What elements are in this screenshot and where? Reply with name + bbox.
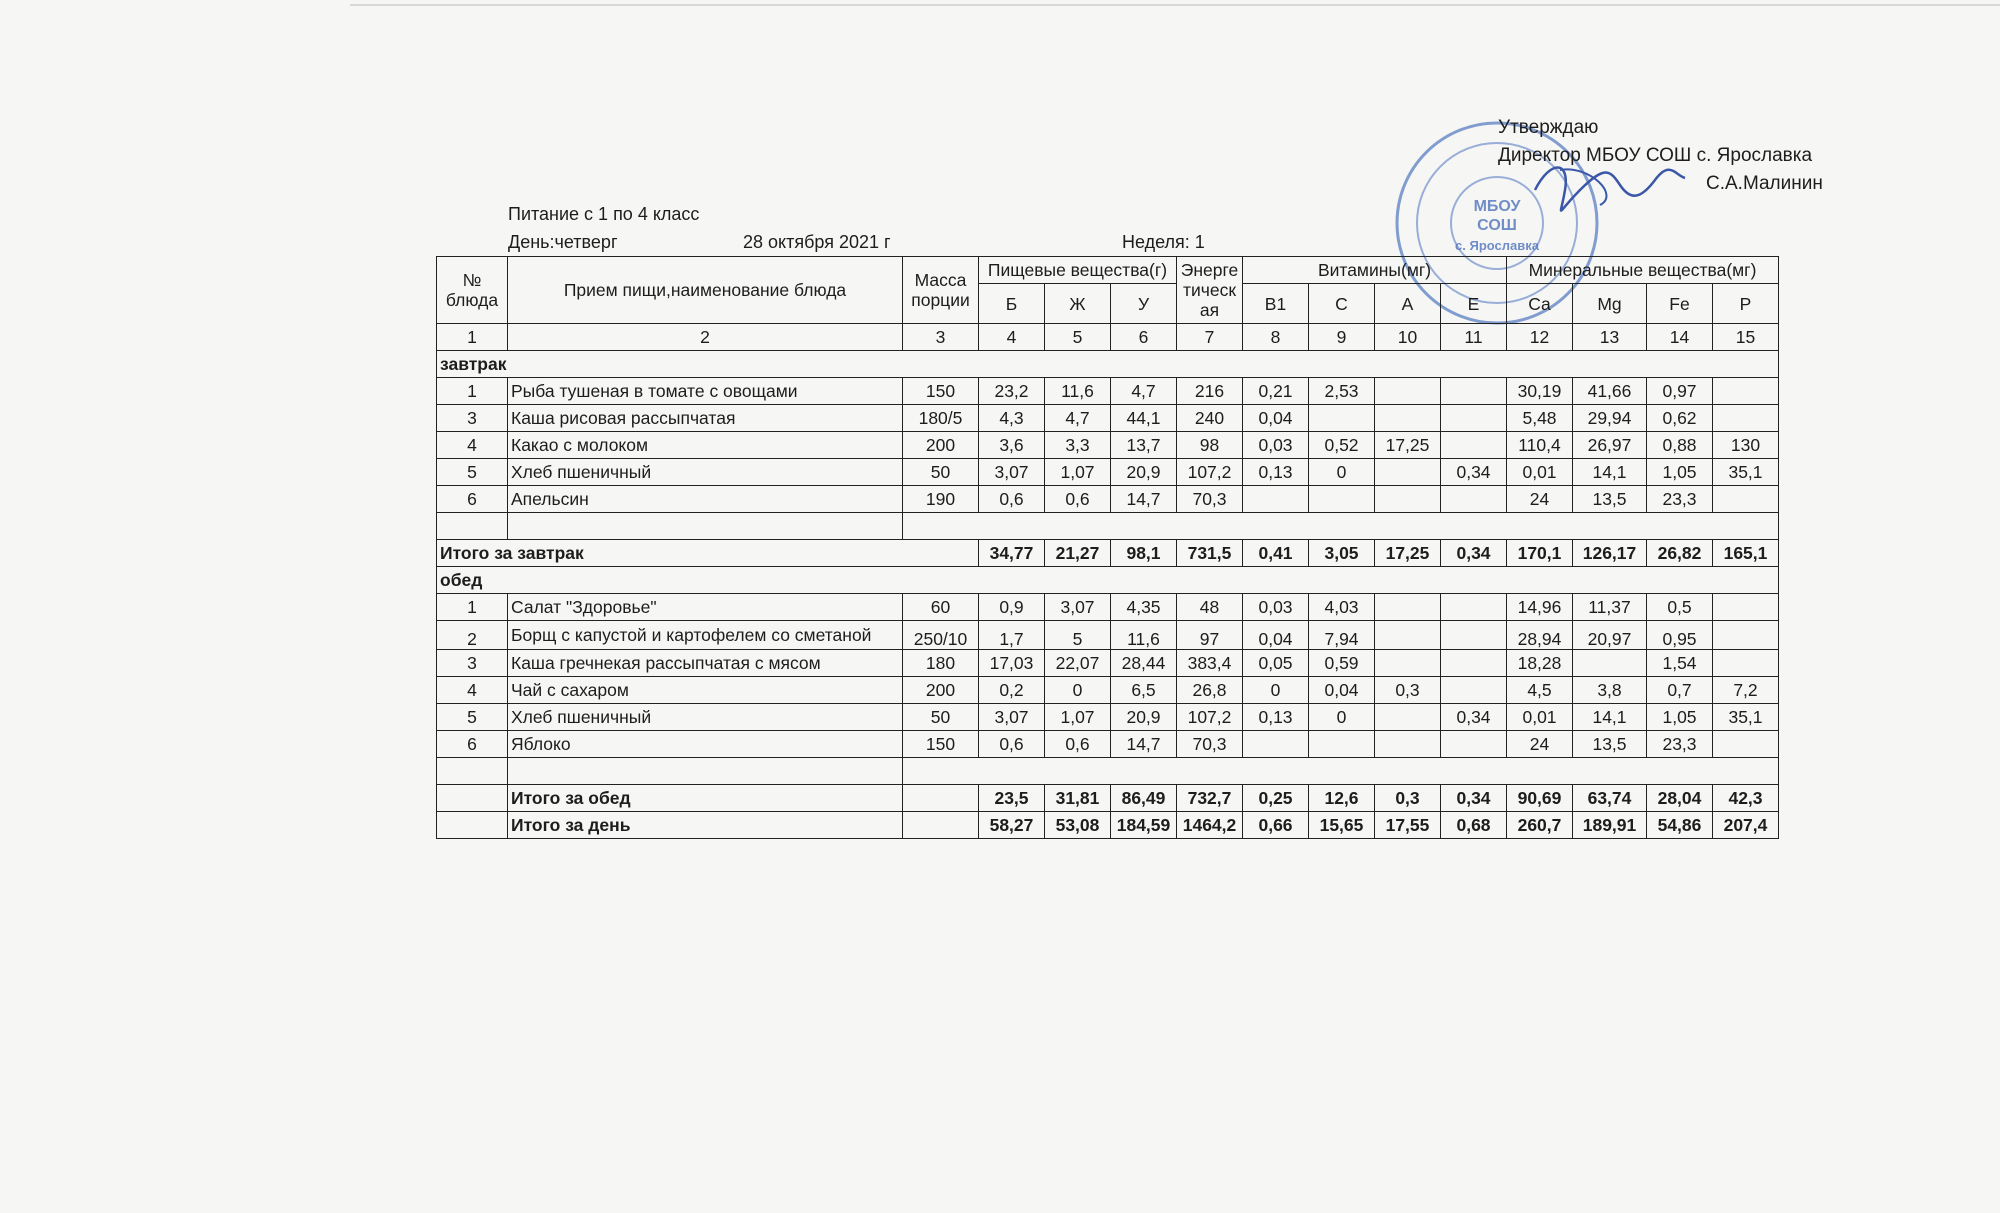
dish-cell: 1,05 — [1647, 704, 1713, 731]
dish-cell: 23,2 — [979, 378, 1045, 405]
approval-heading: Утверждаю — [1498, 117, 1599, 138]
dish-cell: 0 — [1045, 677, 1111, 704]
dish-name: Хлеб пшеничный — [508, 704, 903, 731]
total-cell: 90,69 — [1507, 785, 1573, 812]
dish-cell: 20,9 — [1111, 704, 1177, 731]
dish-cell — [1441, 405, 1507, 432]
dish-cell: 17,25 — [1375, 432, 1441, 459]
dish-name: Салат "Здоровье" — [508, 594, 903, 621]
total-label: Итого за день — [508, 812, 903, 839]
dish-cell: 240 — [1177, 405, 1243, 432]
dish-cell: 1,07 — [1045, 459, 1111, 486]
total-cell: 126,17 — [1573, 540, 1647, 567]
total-cell: 732,7 — [1177, 785, 1243, 812]
dish-cell: 48 — [1177, 594, 1243, 621]
dish-cell: 0,5 — [1647, 594, 1713, 621]
dish-cell: 150 — [903, 378, 979, 405]
blank-row — [437, 513, 1779, 540]
column-number-cell: 13 — [1573, 324, 1647, 351]
dish-cell: 200 — [903, 677, 979, 704]
dish-cell: 6 — [437, 486, 508, 513]
dish-cell: 70,3 — [1177, 731, 1243, 758]
column-number-cell: 4 — [979, 324, 1045, 351]
dish-row — [437, 459, 1779, 486]
dish-cell: 24 — [1507, 731, 1573, 758]
subheader-cell: С — [1309, 284, 1375, 324]
subheader-cell: Е — [1441, 284, 1507, 324]
column-number-cell: 1 — [437, 324, 508, 351]
total-blank — [437, 785, 508, 812]
dish-cell — [1441, 731, 1507, 758]
subheader-cell: У — [1111, 284, 1177, 324]
col-header-minerals: Минеральные вещества(мг) — [1507, 257, 1779, 284]
dish-cell: 0,59 — [1309, 650, 1375, 677]
dish-cell: 14,1 — [1573, 459, 1647, 486]
dish-row — [437, 621, 1779, 650]
dish-cell: 26,97 — [1573, 432, 1647, 459]
total-blank — [437, 812, 508, 839]
stamp-text-2: СОШ — [1477, 217, 1517, 234]
total-cell: 21,27 — [1045, 540, 1111, 567]
blank-cell — [508, 513, 903, 540]
dish-name: Рыба тушеная в томате с овощами — [508, 378, 903, 405]
total-cell: 28,04 — [1647, 785, 1713, 812]
header-row-1 — [437, 257, 1779, 284]
total-blank — [903, 785, 979, 812]
total-row — [437, 540, 1779, 567]
dish-cell: 23,3 — [1647, 486, 1713, 513]
total-cell: 184,59 — [1111, 812, 1177, 839]
dish-cell: 3,6 — [979, 432, 1045, 459]
column-number-cell: 7 — [1177, 324, 1243, 351]
total-cell: 207,4 — [1713, 812, 1779, 839]
dish-cell: 20,9 — [1111, 459, 1177, 486]
dish-cell: 13,7 — [1111, 432, 1177, 459]
dish-cell: 0,6 — [979, 731, 1045, 758]
dish-cell: 14,96 — [1507, 594, 1573, 621]
total-cell: 63,74 — [1573, 785, 1647, 812]
dish-cell: 0,34 — [1441, 704, 1507, 731]
dish-cell — [1713, 731, 1779, 758]
subheader-cell: P — [1713, 284, 1779, 324]
total-cell: 53,08 — [1045, 812, 1111, 839]
dish-cell — [1713, 594, 1779, 621]
dish-cell: 3 — [437, 650, 508, 677]
dish-cell — [1375, 405, 1441, 432]
dish-cell — [1375, 731, 1441, 758]
dish-cell: 4,3 — [979, 405, 1045, 432]
dish-cell — [1713, 405, 1779, 432]
column-number-cell: 14 — [1647, 324, 1713, 351]
total-label: Итого за обед — [508, 785, 903, 812]
dish-cell: 150 — [903, 731, 979, 758]
dish-cell: 0,01 — [1507, 459, 1573, 486]
dish-cell — [1441, 486, 1507, 513]
section-label: обед — [437, 567, 1779, 594]
dish-cell: 0,04 — [1309, 677, 1375, 704]
dish-row — [437, 650, 1779, 677]
column-number-cell: 15 — [1713, 324, 1779, 351]
total-cell: 0,34 — [1441, 785, 1507, 812]
total-cell: 34,77 — [979, 540, 1045, 567]
subheader-cell: Fe — [1647, 284, 1713, 324]
blank-cell — [903, 513, 1779, 540]
total-cell: 1464,2 — [1177, 812, 1243, 839]
dish-cell: 0,34 — [1441, 459, 1507, 486]
dish-row — [437, 432, 1779, 459]
dish-cell — [1441, 378, 1507, 405]
column-number-cell: 6 — [1111, 324, 1177, 351]
dish-cell — [1441, 621, 1507, 650]
total-cell: 23,5 — [979, 785, 1045, 812]
dish-cell: 0,6 — [1045, 731, 1111, 758]
subheader-cell: А — [1375, 284, 1441, 324]
dish-cell: 50 — [903, 459, 979, 486]
dish-cell: 0,13 — [1243, 459, 1309, 486]
dish-cell: 0 — [1309, 459, 1375, 486]
dish-cell: 6,5 — [1111, 677, 1177, 704]
total-cell: 12,6 — [1309, 785, 1375, 812]
dish-cell: 22,07 — [1045, 650, 1111, 677]
dish-cell — [1441, 650, 1507, 677]
handwritten-signature — [1530, 150, 1690, 220]
total-cell: 0,41 — [1243, 540, 1309, 567]
col-header-vitamins: Витамины(мг) — [1243, 257, 1507, 284]
menu-table — [436, 256, 1779, 839]
total-cell: 86,49 — [1111, 785, 1177, 812]
subheader-cell: Ж — [1045, 284, 1111, 324]
dish-cell: 11,6 — [1111, 621, 1177, 650]
column-number-row — [437, 324, 1779, 351]
dish-cell: 4 — [437, 432, 508, 459]
dish-cell: 0,88 — [1647, 432, 1713, 459]
scan-edge-line — [350, 4, 2000, 6]
dish-name: Борщ с капустой и картофелем со сметаной — [508, 621, 903, 650]
dish-cell: 3,3 — [1045, 432, 1111, 459]
dish-cell: 190 — [903, 486, 979, 513]
dish-name: Каша гречнекая рассыпчатая с мясом — [508, 650, 903, 677]
dish-row — [437, 704, 1779, 731]
date-label: 28 октября 2021 г — [743, 232, 891, 252]
section-label: завтрак — [437, 351, 1779, 378]
dish-cell: 3,07 — [979, 704, 1045, 731]
dish-cell — [1713, 486, 1779, 513]
dish-cell: 35,1 — [1713, 704, 1779, 731]
total-cell: 3,05 — [1309, 540, 1375, 567]
dish-cell — [1375, 704, 1441, 731]
total-cell: 189,91 — [1573, 812, 1647, 839]
total-cell: 0,66 — [1243, 812, 1309, 839]
total-cell: 0,34 — [1441, 540, 1507, 567]
total-cell: 54,86 — [1647, 812, 1713, 839]
blank-cell — [903, 758, 1779, 785]
subheader-cell: Mg — [1573, 284, 1647, 324]
total-row — [437, 812, 1779, 839]
column-number-cell: 10 — [1375, 324, 1441, 351]
total-row — [437, 785, 1779, 812]
dish-cell: 0,6 — [1045, 486, 1111, 513]
column-number-cell: 3 — [903, 324, 979, 351]
dish-cell: 1,05 — [1647, 459, 1713, 486]
dish-cell: 107,2 — [1177, 459, 1243, 486]
dish-cell: 70,3 — [1177, 486, 1243, 513]
total-cell: 58,27 — [979, 812, 1045, 839]
dish-cell: 0,05 — [1243, 650, 1309, 677]
dish-cell: 20,97 — [1573, 621, 1647, 650]
dish-cell: 23,3 — [1647, 731, 1713, 758]
dish-cell — [1243, 486, 1309, 513]
dish-cell: 50 — [903, 704, 979, 731]
dish-cell: 1,7 — [979, 621, 1045, 650]
dish-cell: 0 — [1243, 677, 1309, 704]
total-cell: 98,1 — [1111, 540, 1177, 567]
dish-cell: 107,2 — [1177, 704, 1243, 731]
dish-name: Яблоко — [508, 731, 903, 758]
total-cell: 15,65 — [1309, 812, 1375, 839]
dish-cell: 0,01 — [1507, 704, 1573, 731]
dish-cell: 0,04 — [1243, 621, 1309, 650]
dish-cell — [1375, 621, 1441, 650]
dish-cell: 35,1 — [1713, 459, 1779, 486]
dish-cell — [1441, 432, 1507, 459]
dish-cell: 0 — [1309, 704, 1375, 731]
dish-cell: 3,07 — [1045, 594, 1111, 621]
total-cell: 42,3 — [1713, 785, 1779, 812]
dish-cell — [1309, 405, 1375, 432]
col-header-name: Прием пищи,наименование блюда — [508, 257, 903, 324]
dish-cell — [1243, 731, 1309, 758]
dish-cell: 7,2 — [1713, 677, 1779, 704]
dish-cell: 383,4 — [1177, 650, 1243, 677]
dish-cell: 44,1 — [1111, 405, 1177, 432]
dish-cell: 3 — [437, 405, 508, 432]
dish-cell: 0,2 — [979, 677, 1045, 704]
column-number-cell: 8 — [1243, 324, 1309, 351]
dish-cell: 4,7 — [1111, 378, 1177, 405]
dish-cell: 4,5 — [1507, 677, 1573, 704]
total-cell: 31,81 — [1045, 785, 1111, 812]
column-number-cell: 11 — [1441, 324, 1507, 351]
total-cell: 731,5 — [1177, 540, 1243, 567]
dish-name: Чай с сахаром — [508, 677, 903, 704]
dish-cell: 1,07 — [1045, 704, 1111, 731]
dish-cell: 0,03 — [1243, 594, 1309, 621]
section-row — [437, 351, 1779, 378]
dish-row — [437, 378, 1779, 405]
column-number-cell: 2 — [508, 324, 903, 351]
dish-cell: 4,35 — [1111, 594, 1177, 621]
stamp-text-1: МБОУ — [1473, 198, 1521, 215]
dish-cell: 4,7 — [1045, 405, 1111, 432]
dish-cell: 1 — [437, 594, 508, 621]
dish-cell: 180 — [903, 650, 979, 677]
dish-cell: 28,44 — [1111, 650, 1177, 677]
day-label: День:четверг — [508, 232, 618, 252]
dish-cell — [1375, 594, 1441, 621]
dish-cell: 13,5 — [1573, 731, 1647, 758]
dish-cell: 24 — [1507, 486, 1573, 513]
dish-cell — [1375, 378, 1441, 405]
dish-cell: 0,95 — [1647, 621, 1713, 650]
dish-cell: 216 — [1177, 378, 1243, 405]
dish-cell: 98 — [1177, 432, 1243, 459]
dish-cell: 2,53 — [1309, 378, 1375, 405]
dish-cell: 17,03 — [979, 650, 1045, 677]
dish-cell: 0,03 — [1243, 432, 1309, 459]
dish-cell — [1713, 621, 1779, 650]
dish-cell: 0,21 — [1243, 378, 1309, 405]
dish-cell: 1,54 — [1647, 650, 1713, 677]
dish-cell — [1309, 486, 1375, 513]
approval-position: Директор МБОУ СОШ с. Ярославка — [1498, 145, 1813, 166]
column-number-cell: 5 — [1045, 324, 1111, 351]
total-cell: 0,25 — [1243, 785, 1309, 812]
dish-cell: 28,94 — [1507, 621, 1573, 650]
total-cell: 17,55 — [1375, 812, 1441, 839]
dish-cell: 5,48 — [1507, 405, 1573, 432]
menu-title: Питание с 1 по 4 класс — [508, 204, 700, 224]
dish-cell: 180/5 — [903, 405, 979, 432]
total-cell: 26,82 — [1647, 540, 1713, 567]
dish-row — [437, 594, 1779, 621]
col-header-nutrients: Пищевые вещества(г) — [979, 257, 1177, 284]
total-label: Итого за завтрак — [437, 540, 979, 567]
dish-cell: 130 — [1713, 432, 1779, 459]
col-header-number: № блюда — [437, 257, 508, 324]
dish-cell: 3,8 — [1573, 677, 1647, 704]
dish-cell: 5 — [1045, 621, 1111, 650]
total-cell: 165,1 — [1713, 540, 1779, 567]
menu-table-body — [437, 257, 1779, 839]
column-number-cell: 9 — [1309, 324, 1375, 351]
dish-cell: 29,94 — [1573, 405, 1647, 432]
dish-cell: 5 — [437, 459, 508, 486]
dish-cell — [1713, 378, 1779, 405]
blank-cell — [437, 513, 508, 540]
dish-cell — [1441, 594, 1507, 621]
dish-cell: 7,94 — [1309, 621, 1375, 650]
menu-header — [508, 200, 1205, 256]
dish-cell: 250/10 — [903, 621, 979, 650]
approval-signatory: С.А.Малинин — [1706, 173, 1823, 194]
dish-cell — [1573, 650, 1647, 677]
dish-row — [437, 405, 1779, 432]
dish-cell: 0,52 — [1309, 432, 1375, 459]
dish-cell: 0,6 — [979, 486, 1045, 513]
subheader-cell: Б — [979, 284, 1045, 324]
col-header-energy: Энергетическая — [1177, 257, 1243, 324]
dish-cell — [1713, 650, 1779, 677]
dish-cell: 13,5 — [1573, 486, 1647, 513]
col-header-mass: Масса порции — [903, 257, 979, 324]
dish-cell: 1 — [437, 378, 508, 405]
dish-cell: 26,8 — [1177, 677, 1243, 704]
dish-cell: 11,37 — [1573, 594, 1647, 621]
dish-cell: 18,28 — [1507, 650, 1573, 677]
dish-cell: 0,97 — [1647, 378, 1713, 405]
dish-row — [437, 731, 1779, 758]
dish-cell: 5 — [437, 704, 508, 731]
week-label: Неделя: 1 — [1122, 232, 1205, 252]
dish-name: Хлеб пшеничный — [508, 459, 903, 486]
dish-cell: 110,4 — [1507, 432, 1573, 459]
dish-cell — [1375, 650, 1441, 677]
dish-cell: 97 — [1177, 621, 1243, 650]
dish-cell: 4 — [437, 677, 508, 704]
dish-name: Какао с молоком — [508, 432, 903, 459]
dish-cell: 41,66 — [1573, 378, 1647, 405]
dish-cell: 4,03 — [1309, 594, 1375, 621]
dish-cell: 0,04 — [1243, 405, 1309, 432]
dish-cell: 14,7 — [1111, 486, 1177, 513]
total-cell: 170,1 — [1507, 540, 1573, 567]
dish-cell: 200 — [903, 432, 979, 459]
column-number-cell: 12 — [1507, 324, 1573, 351]
dish-cell: 60 — [903, 594, 979, 621]
section-row — [437, 567, 1779, 594]
dish-cell: 30,19 — [1507, 378, 1573, 405]
dish-name: Апельсин — [508, 486, 903, 513]
blank-cell — [437, 758, 508, 785]
dish-row — [437, 486, 1779, 513]
blank-cell — [508, 758, 903, 785]
dish-row — [437, 677, 1779, 704]
dish-cell — [1375, 459, 1441, 486]
dish-cell: 14,7 — [1111, 731, 1177, 758]
stamp-text-3: с. Ярославка — [1455, 238, 1539, 253]
dish-cell: 2 — [437, 621, 508, 650]
dish-cell — [1441, 677, 1507, 704]
dish-cell: 3,07 — [979, 459, 1045, 486]
dish-cell — [1375, 486, 1441, 513]
total-cell: 0,68 — [1441, 812, 1507, 839]
dish-cell: 0,9 — [979, 594, 1045, 621]
dish-cell: 0,13 — [1243, 704, 1309, 731]
subheader-cell: В1 — [1243, 284, 1309, 324]
dish-cell: 14,1 — [1573, 704, 1647, 731]
total-cell: 17,25 — [1375, 540, 1441, 567]
dish-cell: 0,62 — [1647, 405, 1713, 432]
subheader-cell: Са — [1507, 284, 1573, 324]
dish-cell: 0,3 — [1375, 677, 1441, 704]
total-cell: 260,7 — [1507, 812, 1573, 839]
total-cell: 0,3 — [1375, 785, 1441, 812]
total-blank — [903, 812, 979, 839]
dish-cell — [1309, 731, 1375, 758]
dish-name: Каша рисовая рассыпчатая — [508, 405, 903, 432]
dish-cell: 0,7 — [1647, 677, 1713, 704]
blank-row — [437, 758, 1779, 785]
dish-cell: 6 — [437, 731, 508, 758]
dish-cell: 11,6 — [1045, 378, 1111, 405]
